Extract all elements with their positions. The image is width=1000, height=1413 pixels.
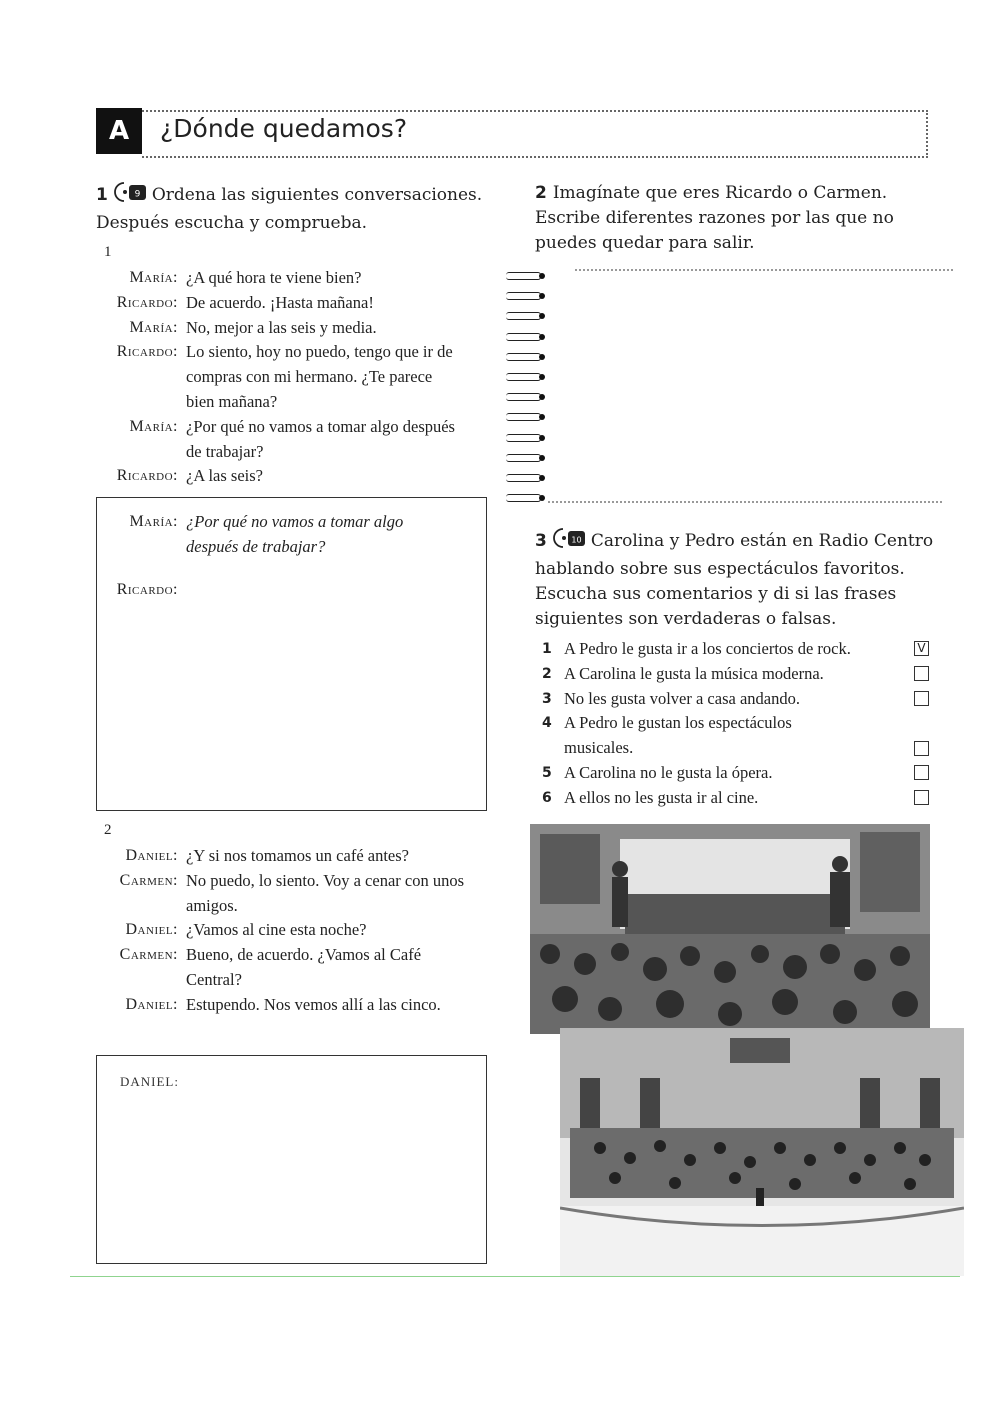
- spiral-ring: [506, 413, 541, 421]
- ex3-line4: siguientes son verdaderas o falsas.: [535, 609, 837, 629]
- item-number: 1: [542, 641, 552, 657]
- dialog-line: [100, 993, 490, 1018]
- item-text-line: No les gusta volver a casa andando.: [564, 688, 800, 708]
- dialog-text-line: Lo siento, hoy no puedo, tengo que ir de: [186, 342, 453, 362]
- ex3-instruction: [535, 527, 965, 632]
- true-false-checkbox[interactable]: V: [914, 641, 929, 656]
- spiral-ring: [506, 292, 541, 300]
- speaker-label: Carmen:: [119, 946, 178, 964]
- true-false-item: [542, 761, 922, 786]
- true-false-item: [542, 662, 922, 687]
- dialog-text-line: No puedo, lo siento. Voy a cenar con unos: [186, 870, 465, 890]
- dialog-text-line: de trabajar?: [186, 441, 264, 461]
- spiral-ring: [506, 272, 541, 280]
- item-text-line: A Pedro le gusta ir a los conciertos de rock.: [564, 639, 851, 658]
- dialog2-answer-speaker: DANIEL:: [120, 1074, 179, 1089]
- true-false-checkbox[interactable]: [914, 741, 929, 756]
- svg-text:9: 9: [134, 189, 141, 200]
- dialog-text: [186, 266, 490, 291]
- item-text: [564, 761, 894, 786]
- ex2-line1: Imagínate que eres Ricardo o Carmen.: [552, 183, 888, 203]
- ex2-line3: puedes quedar para salir.: [535, 233, 755, 253]
- answer-example-line2: después de trabajar?: [186, 536, 326, 556]
- footer-rule: [70, 1276, 960, 1277]
- item-text-line: A Carolina le gusta la música moderna.: [564, 663, 824, 683]
- dialog-line: [100, 869, 490, 919]
- dialog-line: [100, 943, 490, 993]
- dialog-text: [186, 869, 490, 919]
- orchestra-concert-photo: [560, 1028, 964, 1276]
- rock-concert-photo: [530, 824, 930, 1034]
- dialog-line: [100, 291, 490, 316]
- dialog-text-line: compras con mi hermano. ¿Te parece: [186, 367, 433, 387]
- dialog-text-line: Central?: [186, 969, 242, 989]
- spiral-ring: [506, 474, 541, 482]
- true-false-checkbox[interactable]: [914, 790, 929, 805]
- item-text-line: musicales.: [564, 738, 634, 758]
- speaker-label: Ricardo:: [116, 293, 178, 311]
- item-text-line: A Carolina no le gusta la ópera.: [564, 762, 773, 782]
- true-false-checkbox[interactable]: [914, 691, 929, 706]
- dialog-text-line: ¿Y si nos tomamos un café antes?: [186, 846, 409, 865]
- spiral-ring: [506, 434, 541, 442]
- item-number: 4: [542, 715, 552, 732]
- true-false-item: [542, 711, 922, 761]
- speaker-label: María:: [129, 269, 178, 286]
- speaker-label: Daniel:: [125, 921, 178, 939]
- ex1-instruction-line2: Después escucha y comprueba.: [96, 213, 368, 233]
- spiral-ring: [506, 454, 541, 462]
- cd-icon: [114, 181, 148, 211]
- dialog-text: [186, 844, 490, 869]
- true-false-list: [542, 637, 926, 811]
- dialog-text-line: No, mejor a las seis y media.: [186, 317, 377, 337]
- answer-example-line1: ¿Por qué no vamos a tomar algo: [186, 512, 404, 531]
- item-text: [564, 637, 894, 662]
- answer-speaker-maria: María:: [129, 513, 178, 530]
- speaker-label: Ricardo:: [116, 467, 178, 485]
- speaker-label: Daniel:: [125, 847, 178, 864]
- section-letter: A: [96, 108, 142, 154]
- speaker-label: María:: [129, 417, 178, 435]
- dialog-text: [186, 993, 490, 1018]
- cd-icon: [553, 527, 587, 557]
- dialog-line: [100, 918, 490, 943]
- dialog-text-line: amigos.: [186, 895, 238, 915]
- dialog-line: [100, 266, 490, 291]
- dialog-text: [186, 918, 490, 943]
- item-number: 6: [542, 789, 552, 806]
- dialog-text: [186, 415, 490, 465]
- dialog-text-line: De acuerdo. ¡Hasta mañana!: [186, 292, 374, 312]
- spiral-ring: [506, 312, 541, 320]
- ex1-instruction-line1: Ordena las siguientes conversaciones.: [151, 185, 483, 205]
- dialog-text: [186, 340, 490, 414]
- item-text-line: A ellos no les gusta ir al cine.: [564, 787, 759, 807]
- dialog1-number: 1: [104, 244, 112, 260]
- dialog-text-line: bien mañana?: [186, 391, 278, 411]
- dialog-line: [100, 316, 490, 341]
- ex3-line3: Escucha sus comentarios y di si las frases: [535, 584, 897, 604]
- notebook-writing-area[interactable]: [548, 276, 948, 498]
- spiral-ring: [506, 353, 541, 361]
- ex1-number: 1: [96, 185, 108, 205]
- true-false-checkbox[interactable]: [914, 666, 929, 681]
- speaker-label: Carmen:: [119, 871, 178, 889]
- dialog-text-line: Bueno, de acuerdo. ¿Vamos al Café: [186, 945, 422, 965]
- spiral-ring: [506, 393, 541, 401]
- ex2-number: 2: [535, 183, 547, 203]
- speaker-label: Ricardo:: [116, 343, 178, 361]
- spiral-ring: [506, 333, 541, 341]
- dialog-text-line: ¿A las seis?: [186, 466, 263, 486]
- dialog-text: [186, 464, 490, 489]
- dialog-text-line: ¿Por qué no vamos a tomar algo después: [186, 416, 455, 436]
- dialog2: [100, 844, 490, 1018]
- item-text: [564, 662, 894, 687]
- spiral-ring: [506, 494, 541, 502]
- dialog1: [100, 266, 490, 489]
- notebook-spiral: [506, 272, 541, 514]
- notebook-bottom-edge: [548, 501, 942, 503]
- page-title: ¿Dónde quedamos?: [160, 114, 408, 143]
- ex3-number: 3: [535, 531, 547, 551]
- svg-text:10: 10: [571, 535, 582, 545]
- notebook-top-edge: [575, 269, 953, 271]
- dialog1-answer: [100, 510, 480, 602]
- dialog2-number: 2: [104, 822, 112, 838]
- item-text-line: A Pedro le gustan los espectáculos: [564, 713, 792, 733]
- item-text: [564, 786, 894, 811]
- dialog-text: [186, 316, 490, 341]
- true-false-checkbox[interactable]: [914, 765, 929, 780]
- spiral-ring: [506, 373, 541, 381]
- dialog-line: [100, 340, 490, 414]
- ex3-line2: hablando sobre sus espectáculos favoritos.: [535, 559, 905, 579]
- ex2-instruction: [535, 181, 955, 256]
- item-number: 2: [542, 665, 552, 682]
- true-false-item: [542, 786, 922, 811]
- item-text: [564, 711, 894, 761]
- item-text: [564, 687, 894, 712]
- dialog-text: [186, 291, 490, 316]
- dialog-line: [100, 415, 490, 465]
- true-false-item: [542, 687, 922, 712]
- dialog-line: [100, 844, 490, 869]
- item-number: 5: [542, 764, 552, 781]
- ex1-instruction: [96, 181, 496, 236]
- ex3-line1: Carolina y Pedro están en Radio Centro: [590, 531, 934, 551]
- item-number: 3: [542, 690, 552, 707]
- true-false-item: [542, 637, 926, 662]
- dialog-text-line: ¿A qué hora te viene bien?: [186, 268, 362, 287]
- answer-speaker-ricardo: Ricardo:: [116, 580, 178, 598]
- answer-example: [186, 510, 480, 560]
- dialog-text-line: Estupendo. Nos vemos allí a las cinco.: [186, 994, 441, 1014]
- ex2-line2: Escribe diferentes razones por las que no: [535, 208, 894, 228]
- speaker-label: María:: [129, 318, 178, 336]
- speaker-label: Daniel:: [125, 995, 178, 1013]
- dialog-line: [100, 464, 490, 489]
- dialog-text: [186, 943, 490, 993]
- dialog-text-line: ¿Vamos al cine esta noche?: [186, 920, 367, 940]
